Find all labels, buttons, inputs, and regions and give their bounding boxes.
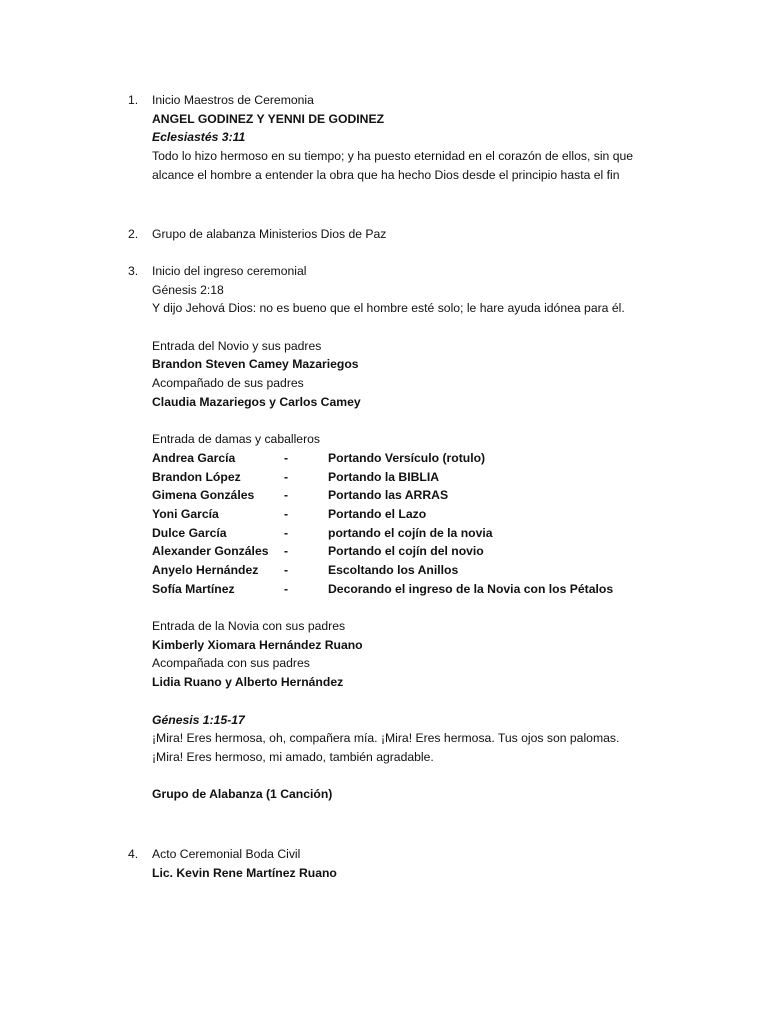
wedding-party-row <box>152 542 672 561</box>
item-body <box>152 91 672 184</box>
party-member-name: Yoni García <box>152 506 219 521</box>
party-member-role: Portando Versículo (rotulo) <box>328 450 486 465</box>
wedding-party-row <box>152 505 672 524</box>
party-member-role: portando el cojín de la novia <box>328 525 493 540</box>
party-member-role: Portando la BIBLIA <box>328 469 440 484</box>
verse-text: Y dijo Jehová Dios: no es bueno que el hombre esté solo; le hare ayuda idónea para él. <box>152 301 625 316</box>
party-member-name: Sofía Martínez <box>152 581 235 596</box>
verse-text-line: ¡Mira! Eres hermosa, oh, compañera mía. ¡Mira! Eres hermosa. Tus ojos son palomas. <box>152 731 620 746</box>
groom-parents: Claudia Mazariegos y Carlos Camey <box>152 394 361 409</box>
ceremony-masters-names: ANGEL GODINEZ Y YENNI DE GODINEZ <box>152 111 385 126</box>
wedding-party-entry-label: Entrada de damas y caballeros <box>152 432 321 447</box>
party-separator: - <box>284 450 289 465</box>
groom-entry-label: Entrada del Novio y sus padres <box>152 338 322 353</box>
wedding-party-row <box>152 449 672 468</box>
party-separator: - <box>284 581 289 596</box>
wedding-party-row <box>152 561 672 580</box>
bride-accompanied-label: Acompañada con sus padres <box>152 656 310 671</box>
party-member-role: Escoltando los Anillos <box>328 563 459 577</box>
party-separator: - <box>284 506 289 521</box>
item-body <box>152 845 672 882</box>
item-number: 3. <box>128 264 139 278</box>
party-member-name: Anyelo Hernández <box>152 563 259 577</box>
item-heading: Grupo de alabanza Ministerios Dios de Paz <box>152 227 387 241</box>
item-heading: Acto Ceremonial Boda Civil <box>152 847 301 861</box>
party-member-name: Dulce García <box>152 525 227 540</box>
party-separator: - <box>284 469 289 484</box>
worship-group-label: Grupo de Alabanza (1 Canción) <box>152 787 333 802</box>
party-separator: - <box>284 544 289 559</box>
party-member-name: Brandon López <box>152 469 241 484</box>
party-member-role: Decorando el ingreso de la Novia con los Pétalos <box>328 581 614 596</box>
wedding-party-row <box>152 580 672 599</box>
party-member-role: Portando el cojín del novio <box>328 544 484 559</box>
party-separator: - <box>284 563 289 577</box>
verse-text-line: Todo lo hizo hermoso en su tiempo; y ha puesto eternidad en el corazón de ellos, sin que <box>152 149 634 164</box>
party-member-name: Alexander Gonzáles <box>152 544 269 559</box>
item-body <box>152 225 672 244</box>
item-heading: Inicio Maestros de Ceremonia <box>152 93 314 107</box>
groom-name: Brandon Steven Camey Mazariegos <box>152 357 359 372</box>
party-member-name: Gimena Gonzáles <box>152 488 255 503</box>
verse-reference: Génesis 1:15-17 <box>152 712 245 727</box>
wedding-party-list <box>152 449 672 599</box>
wedding-party-row <box>152 468 672 487</box>
wedding-party-row <box>152 486 672 505</box>
party-member-name: Andrea García <box>152 450 236 465</box>
verse-text-line: alcance el hombre a entender la obra que ha hecho Dios desde el principio hasta el fin <box>152 167 620 182</box>
party-separator: - <box>284 525 289 540</box>
wedding-party-row <box>152 524 672 543</box>
verse-reference: Génesis 2:18 <box>152 282 224 297</box>
groom-accompanied-label: Acompañado de sus padres <box>152 376 304 391</box>
item-number: 4. <box>128 847 139 861</box>
officiant-name: Lic. Kevin Rene Martínez Ruano <box>152 865 337 880</box>
verse-reference: Eclesiastés 3:11 <box>152 130 246 145</box>
item-number: 1. <box>128 93 139 107</box>
bride-entry-label: Entrada de la Novia con sus padres <box>152 619 346 634</box>
item-body <box>152 262 672 804</box>
item-number: 2. <box>128 227 139 241</box>
party-member-role: Portando las ARRAS <box>328 488 449 503</box>
verse-text-line: ¡Mira! Eres hermoso, mi amado, también agradable. <box>152 749 434 764</box>
bride-name: Kimberly Xiomara Hernández Ruano <box>152 637 363 652</box>
item-heading: Inicio del ingreso ceremonial <box>152 264 307 278</box>
party-separator: - <box>284 488 289 503</box>
party-member-role: Portando el Lazo <box>328 506 427 521</box>
bride-parents: Lidia Ruano y Alberto Hernández <box>152 675 344 690</box>
